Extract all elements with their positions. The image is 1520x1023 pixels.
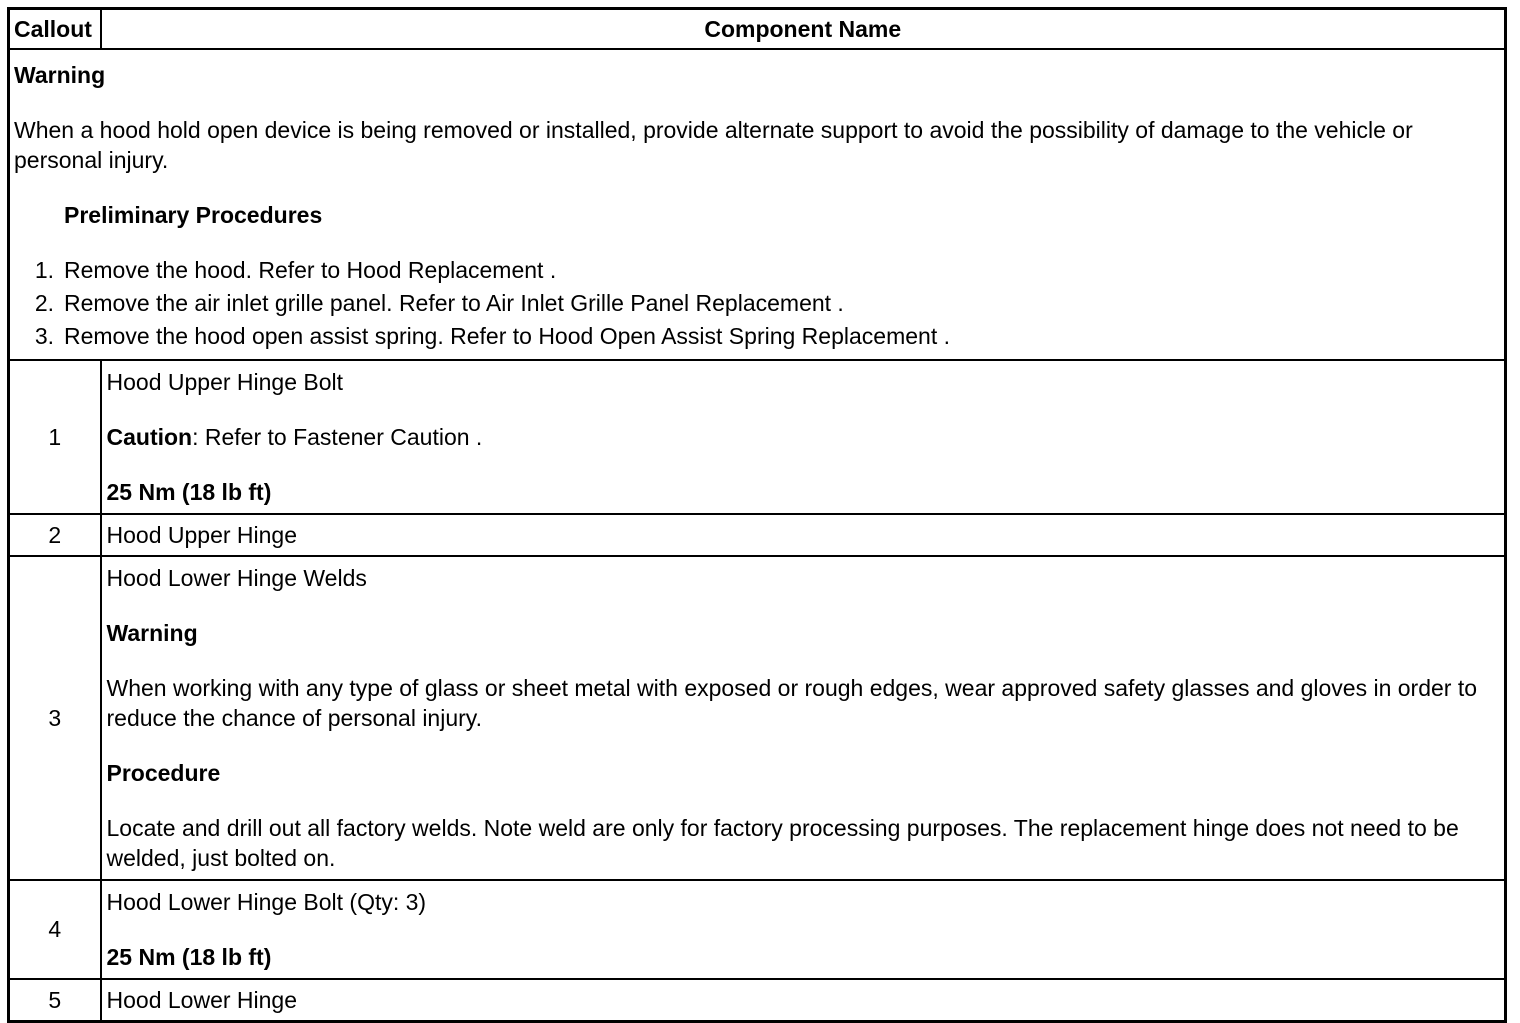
torque-spec: 25 Nm (18 lb ft) (106, 944, 272, 970)
preliminary-cell (9, 49, 1506, 360)
callout-number: 3 (9, 556, 101, 880)
table-row (9, 979, 1506, 1022)
callout-number: 5 (9, 979, 101, 1022)
component-name: Hood Upper Hinge (106, 522, 298, 548)
callout-column-header: Callout (9, 9, 101, 50)
component-cell (101, 514, 1506, 556)
component-name: Hood Lower Hinge Welds (106, 565, 367, 591)
component-table (7, 7, 1507, 1023)
table-header-row (9, 9, 1506, 50)
component-cell (101, 556, 1506, 880)
warning-title: Warning (14, 62, 106, 88)
component-name: Hood Upper Hinge Bolt (106, 369, 344, 395)
step-text: Remove the air inlet grille panel. Refer to Air Inlet Grille Panel Replacement . (64, 290, 844, 316)
callout-number: 2 (9, 514, 101, 556)
step-number: 1. (34, 257, 54, 283)
procedure-text: Locate and drill out all factory welds. Note weld are only for factory processing purposes. The replacement hinge does not need to be welded, just bolted on. (106, 815, 1459, 871)
list-item (14, 287, 1500, 320)
callout-number: 1 (9, 360, 101, 514)
component-cell (101, 880, 1506, 979)
component-name: Hood Lower Hinge (106, 987, 298, 1013)
preliminary-procedures-title: Preliminary Procedures (64, 202, 323, 228)
caution-line (107, 422, 1499, 452)
table-row (9, 880, 1506, 979)
warning-title: Warning (106, 620, 198, 646)
component-cell (101, 979, 1506, 1022)
step-text: Remove the hood. Refer to Hood Replacement . (64, 257, 557, 283)
preliminary-steps-list (14, 254, 1500, 353)
callout-number: 4 (9, 880, 101, 979)
warning-text: When working with any type of glass or sheet metal with exposed or rough edges, wear approved safety glasses and gloves in order to reduce the chance of personal injury. (106, 675, 1478, 731)
component-cell (101, 360, 1506, 514)
caution-label: Caution (106, 424, 193, 450)
component-name-column-header: Component Name (101, 9, 1506, 50)
warning-text: When a hood hold open device is being removed or installed, provide alternate support to avoid the possibility of damage to the vehicle or personal injury. (14, 117, 1413, 173)
preliminary-row (9, 49, 1506, 360)
table-row (9, 556, 1506, 880)
table-row (9, 514, 1506, 556)
table-row (9, 360, 1506, 514)
component-name: Hood Lower Hinge Bolt (Qty: 3) (106, 889, 427, 915)
step-text: Remove the hood open assist spring. Refer to Hood Open Assist Spring Replacement . (64, 323, 950, 349)
step-number: 2. (34, 290, 54, 316)
torque-spec: 25 Nm (18 lb ft) (106, 479, 272, 505)
caution-text: : Refer to Fastener Caution . (192, 424, 483, 450)
procedure-title: Procedure (106, 760, 221, 786)
step-number: 3. (34, 323, 54, 349)
list-item (14, 320, 1500, 353)
list-item (14, 254, 1500, 287)
